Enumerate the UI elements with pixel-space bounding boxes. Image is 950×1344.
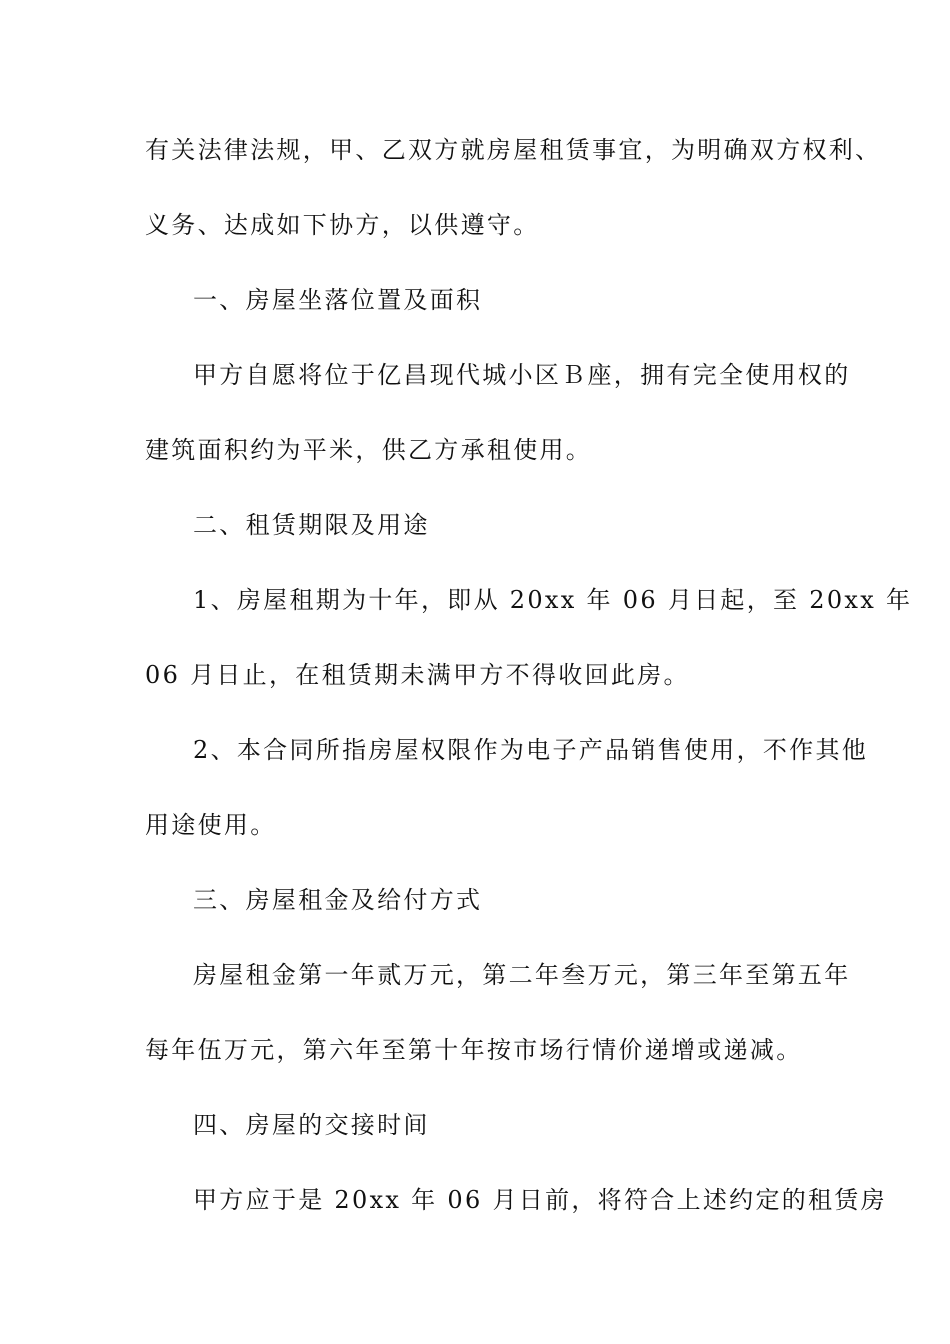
paragraph-line: 用途使用。 — [145, 811, 277, 839]
section-heading: 四、房屋的交接时间 — [193, 1111, 430, 1139]
paragraph-line: 2、本合同所指房屋权限作为电子产品销售使用，不作其他 — [193, 736, 869, 764]
paragraph-line: 义务、达成如下协方，以供遵守。 — [145, 211, 540, 239]
paragraph-line: 有关法律法规，甲、乙双方就房屋租赁事宜，为明确双方权利、 — [145, 136, 882, 164]
section-heading: 二、租赁期限及用途 — [193, 511, 430, 539]
paragraph-line: 1、房屋租期为十年，即从 20xx 年 06 月日起，至 20xx 年 — [193, 586, 913, 614]
paragraph-line: 06 月日止，在租赁期未满甲方不得收回此房。 — [145, 661, 690, 689]
paragraph-line: 甲方自愿将位于亿昌现代城小区Ｂ座，拥有完全使用权的 — [193, 361, 851, 389]
paragraph-line: 建筑面积约为平米，供乙方承租使用。 — [145, 436, 593, 464]
section-heading: 三、房屋租金及给付方式 — [193, 886, 483, 914]
paragraph-line: 房屋租金第一年贰万元，第二年叁万元，第三年至第五年 — [193, 961, 851, 989]
paragraph-line: 甲方应于是 20xx 年 06 月日前，将符合上述约定的租赁房 — [193, 1186, 887, 1214]
section-heading: 一、房屋坐落位置及面积 — [193, 286, 483, 314]
paragraph-line: 每年伍万元，第六年至第十年按市场行情价递增或递减。 — [145, 1036, 803, 1064]
